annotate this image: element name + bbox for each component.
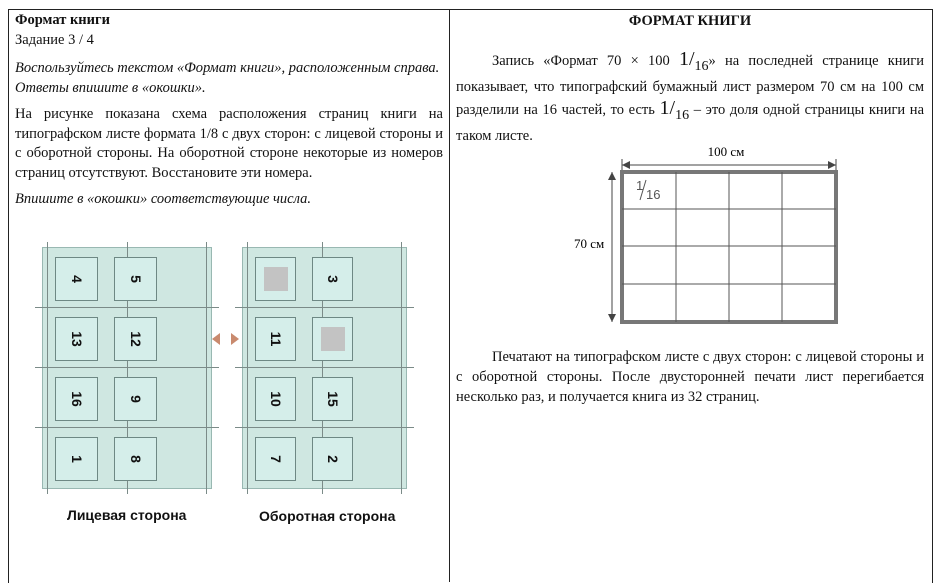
height-label: 70 см — [574, 236, 605, 251]
cell-fraction-denominator: 16 — [646, 187, 661, 202]
arrow-right-icon — [231, 333, 239, 345]
arrowhead — [828, 161, 836, 169]
fraction-numerator: 1 — [659, 97, 670, 119]
fraction-numerator: 1 — [678, 48, 689, 70]
text-fragment: Запись «Формат 70 × 100 — [492, 53, 670, 69]
task-prompt: Впишите в «окошки» соответствующие числа. — [15, 191, 311, 207]
fold-line — [247, 242, 248, 494]
front-page-number: 4 — [68, 275, 85, 283]
fold-line — [235, 427, 414, 428]
fold-line — [47, 242, 48, 494]
back-page-number: 11 — [267, 331, 284, 347]
task-panel — [15, 11, 443, 210]
back-page-number: 3 — [324, 275, 341, 283]
text-fragment: – это доля одной страницы книги на таком листе. — [456, 102, 925, 144]
front-page-number: 8 — [127, 455, 144, 463]
text-fragment: » на последней странице книги показывает, что типографский бумажный лист размером 70 см на 100 см разделили на 16 частей, то есть — [456, 53, 925, 118]
fold-line — [401, 242, 402, 494]
task-title: Формат книги — [15, 12, 110, 28]
text-panel — [456, 11, 924, 147]
cell-fraction-numerator: 1 — [636, 178, 644, 193]
text-panel-2 — [456, 347, 924, 407]
arrowhead — [608, 314, 616, 322]
back-page-number: 7 — [267, 455, 284, 463]
fraction: $1/_{16}$ — [678, 48, 709, 74]
front-page-number: 13 — [68, 331, 85, 347]
width-label: 100 см — [707, 144, 745, 159]
fold-line — [206, 242, 207, 494]
back-blank-answer-box[interactable] — [264, 267, 288, 291]
task-instruction: Воспользуйтесь текстом «Формат книги», расположенным справа. Ответы впишите в «окошки». — [15, 60, 440, 96]
arrowhead — [622, 161, 630, 169]
sheet-diagram — [570, 140, 850, 340]
back-page-number: 15 — [324, 391, 341, 407]
back-page-number: 2 — [324, 455, 341, 463]
front-page-number: 16 — [68, 391, 85, 407]
fold-line — [235, 307, 414, 308]
front-page-number: 9 — [127, 395, 144, 403]
arrow-left-icon — [212, 333, 220, 345]
task-counter: Задание 3 / 4 — [15, 31, 94, 48]
column-divider — [449, 9, 450, 582]
front-caption: Лицевая сторона — [67, 507, 187, 523]
front-page-number: 1 — [68, 455, 85, 463]
fraction-denominator: 16 — [694, 59, 709, 74]
fraction: $1/_{16}$ — [659, 97, 690, 123]
task-description: На рисунке показана схема расположения страниц книги на типографском листе формата 1/8 с двух сторон: с лицевой стороны и с оборотной стороны. На оборотной стороне некоторые из номеров страниц отсутствуют. Восстановите эти номера. — [15, 106, 443, 181]
fraction-denominator: 16 — [675, 108, 690, 123]
back-page-number: 10 — [267, 391, 284, 407]
text-title: ФОРМАТ КНИГИ — [628, 13, 752, 29]
back-caption: Оборотная сторона — [259, 508, 396, 524]
back-blank-answer-box[interactable] — [321, 327, 345, 351]
text-paragraph-1 — [456, 49, 924, 147]
front-page-number: 12 — [127, 331, 144, 347]
text-paragraph-2: Печатают на типографском листе с двух сторон: с лицевой стороны и с оборотной стороны. После двусторонней печати лист перегибается несколько раз, и получается книга из 32 страниц. — [456, 349, 924, 405]
arrowhead — [608, 172, 616, 180]
fold-line — [235, 367, 414, 368]
front-page-number: 5 — [127, 275, 144, 283]
